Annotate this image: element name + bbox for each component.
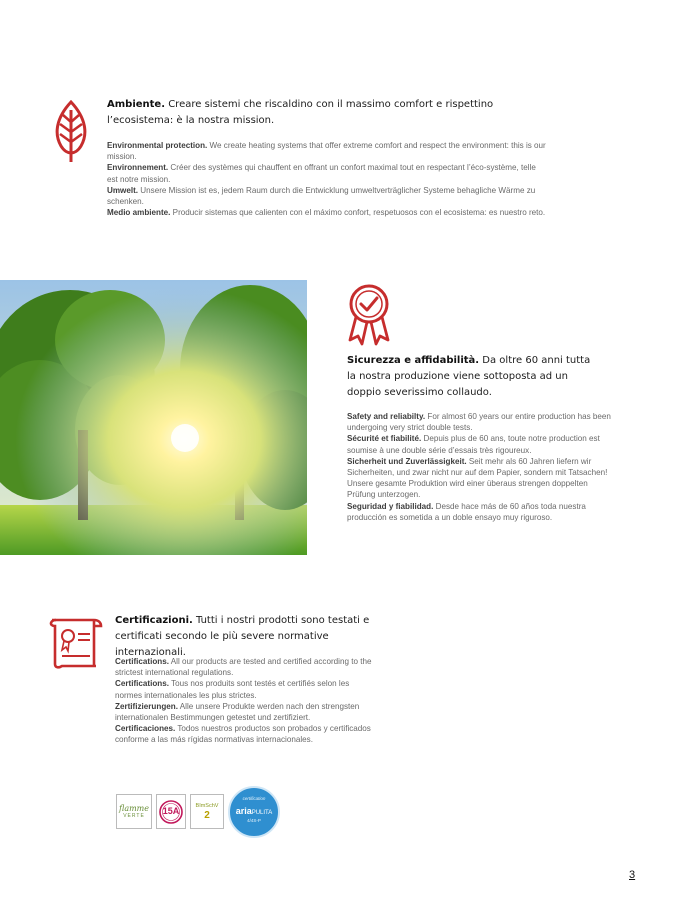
15a-badge — [156, 794, 186, 829]
sicurezza-lead-text: Da oltre 60 anni tutta la nostra produzione viene sottoposta ad un doppio severissimo collaudo. — [347, 355, 591, 398]
verte-text: VERTE — [123, 813, 145, 819]
ambiente-item-de — [107, 185, 547, 207]
item-title: Sicherheit und Zuverlässigkeit. — [347, 456, 467, 466]
sicurezza-lead — [347, 353, 597, 401]
bimschv-text: BImSchV — [195, 803, 219, 809]
item-title: Certifications. — [115, 657, 169, 666]
item-text: Alle unsere Produkte werden nach den strengsten internationalen Bestimmungen getestet und zertifiziert. — [115, 701, 360, 723]
item-text: Depuis plus de 60 ans, toute notre production est soumise à une double série d’essais très rigoureux. — [347, 434, 600, 455]
item-text: Desde hace más de 60 años toda nuestra producción es sometida a un doble ensayo muy riguroso. — [347, 501, 586, 522]
item-title: Environmental protection. — [107, 141, 208, 150]
item-title: Certifications. — [115, 679, 169, 689]
item-title: Certificaciones. — [115, 724, 176, 734]
certificazioni-item-fr — [115, 678, 377, 700]
ambiente-item-es — [107, 207, 547, 218]
certificazioni-lead-text: Tutti i nostri prodotti sono testati e certificati secondo le più severe normative internazionali. — [115, 615, 370, 658]
flamme-verte-badge — [116, 794, 152, 829]
ambiente-lead-title: Ambiente. — [107, 99, 166, 110]
certificazioni-item-es — [115, 723, 377, 745]
item-text: We create heating systems that offer extreme comfort and respect the environment: this is our mission. — [107, 141, 546, 162]
ambiente-lead-text: Creare sistemi che riscaldino con il massimo comfort e rispettino l’ecosistema: è la nostra mission. — [107, 99, 494, 126]
certificazioni-item-de — [115, 701, 377, 723]
certificazioni-lead — [115, 613, 375, 661]
item-text: For almost 60 years our entire production has been undergoing very strict double tests. — [347, 412, 611, 433]
item-title: Safety and reliabilty. — [347, 412, 426, 421]
page-number: 3 — [629, 869, 636, 881]
item-title: Medio ambiente. — [107, 208, 171, 218]
item-text: Todos nuestros productos son probados y certificados conforme a las más rígidas normativas internacionales. — [115, 724, 371, 745]
ambiente-lead — [107, 97, 537, 129]
ambiente-item-fr — [107, 162, 547, 184]
item-text: Tous nos produits sont testés et certifiés selon les normes internationales les plus strictes. — [115, 679, 350, 700]
item-text: Créer des systèmes qui chauffent en offrant un confort maximal tout en respectant l’éco-système, telle est notre mission. — [107, 163, 536, 184]
aria-sub-text: 4/4S-P — [247, 818, 261, 823]
aria-brand-part2: PULITA — [251, 810, 273, 816]
item-title: Zertifizierungen. — [115, 701, 178, 711]
aria-brand — [230, 806, 278, 818]
sicurezza-translations — [347, 411, 615, 523]
award-ribbon-icon — [346, 284, 392, 346]
item-title: Environnement. — [107, 163, 169, 173]
item-title: Umwelt. — [107, 185, 139, 195]
15a-label: 15A — [162, 806, 180, 816]
bimschv-level: 2 — [204, 810, 210, 821]
certificate-scroll-icon — [46, 614, 104, 670]
sicurezza-item-fr — [347, 433, 615, 455]
item-text: Seit mehr als 60 Jahren liefern wir Sicherheiten, und zwar nicht nur auf dem Papier, sondern mit Tatsachen! Unsere gesamte Produktion wird einer überaus strengen doppelten Prüfung unterzogen. — [347, 456, 608, 500]
item-text: Producir sistemas que calienten con el máximo confort, respetuosos con el ecosistema: es nuestro reto. — [170, 208, 546, 218]
bimschv-badge — [190, 794, 224, 829]
sicurezza-item-es — [347, 501, 615, 523]
certificazioni-translations — [115, 656, 377, 746]
flamme-text: flamme — [118, 804, 149, 813]
ambiente-item-en — [107, 140, 547, 162]
sicurezza-item-en — [347, 411, 615, 433]
ambiente-translations — [107, 140, 547, 218]
trees-sunlight-photo — [0, 280, 307, 555]
aria-brand-part1: aria — [235, 806, 252, 816]
aria-top-text: certification — [242, 796, 266, 801]
aria-pulita-badge — [228, 786, 280, 838]
item-title: Sécurité et fiabilité. — [347, 434, 422, 444]
sicurezza-lead-title: Sicurezza e affidabilità. — [347, 355, 480, 366]
certificazioni-item-en — [115, 656, 377, 678]
leaf-icon — [52, 100, 90, 164]
certificazioni-lead-title: Certificazioni. — [115, 615, 193, 626]
item-text: Unsere Mission ist es, jedem Raum durch die Entwicklung umweltverträglicher Systeme behagliche Wärme zu schenken. — [107, 185, 536, 207]
item-text: All our products are tested and certified according to the strictest international regulations. — [115, 657, 372, 678]
sicurezza-item-de — [347, 456, 615, 501]
item-title: Seguridad y fiabilidad. — [347, 501, 434, 511]
